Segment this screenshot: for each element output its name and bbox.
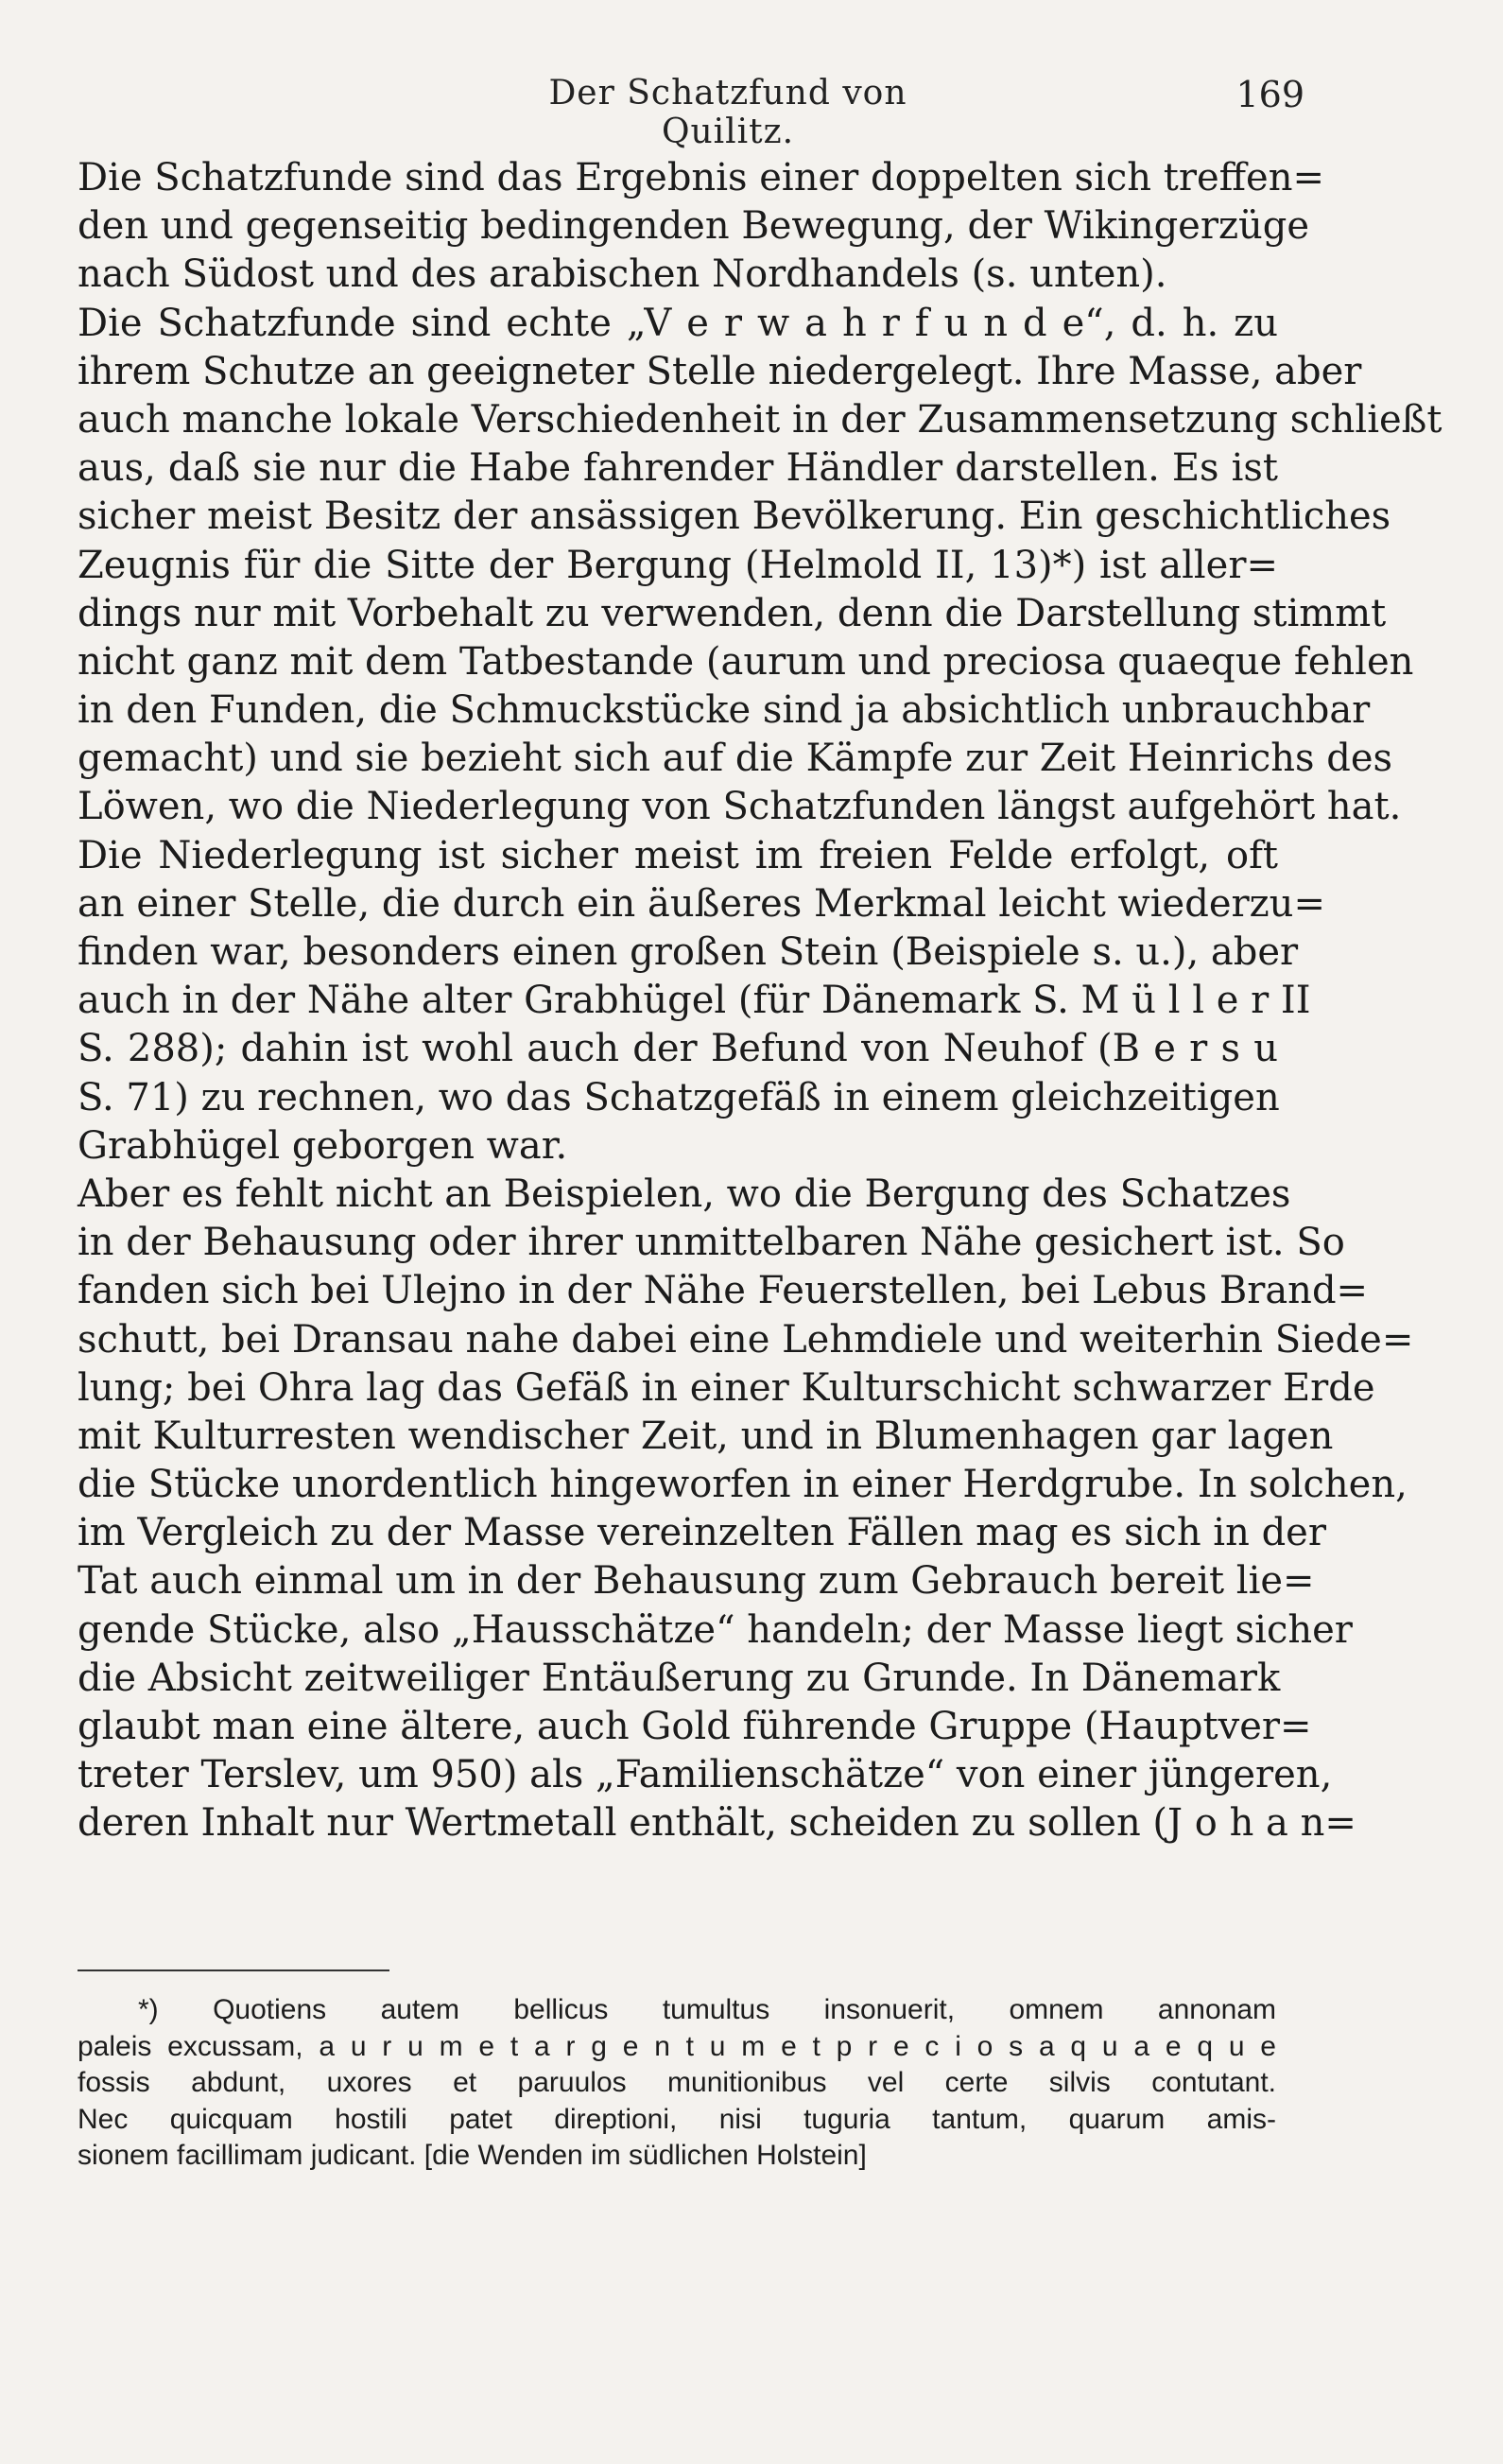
- text-line: S. 288); dahin ist wohl auch der Befund von Neuhof (B e r s u: [78, 1027, 1278, 1071]
- text-line: mit Kulturresten wendischer Zeit, und in Blumenhagen gar lagen: [78, 1414, 1334, 1458]
- text-line: Die Schatzfunde sind das Ergebnis einer doppelten sich treffen=: [78, 156, 1324, 200]
- text-line: Grabhügel geborgen war.: [78, 1123, 568, 1168]
- text-line: in der Behausung oder ihrer unmittelbaren Nähe gesichert ist. So: [78, 1221, 1345, 1265]
- page-number: 169: [1235, 74, 1304, 115]
- text-line: aus, daß sie nur die Habe fahrender Händler darstellen. Es ist: [78, 446, 1278, 491]
- text-line: Zeugnis für die Sitte der Bergung (Helmold II, 13)*) ist aller=: [78, 543, 1278, 587]
- text-line: in den Funden, die Schmuckstücke sind ja absichtlich unbrauchbar: [78, 688, 1371, 733]
- text-line: gemacht) und sie bezieht sich auf die Kämpfe zur Zeit Heinrichs des: [78, 737, 1393, 781]
- text-line: finden war, besonders einen großen Stein (Beispiele s. u.), aber: [78, 930, 1299, 974]
- text-line: dings nur mit Vorbehalt zu verwenden, denn die Darstellung stimmt: [78, 591, 1387, 635]
- text-line: fanden sich bei Ulejno in der Nähe Feuerstellen, bei Lebus Brand=: [78, 1269, 1369, 1313]
- text-line: Die Niederlegung ist sicher meist im freien Felde erfolgt, oft: [78, 833, 1278, 877]
- footnote-line: sionem facillimam judicant. [die Wenden im südlichen Holstein]: [78, 2140, 867, 2171]
- footnote: [78, 1992, 1276, 2175]
- text-line: Die Schatzfunde sind echte „V e r w a h r f u n d e“, d. h. zu: [78, 301, 1278, 345]
- text-line: lung; bei Ohra lag das Gefäß in einer Kulturschicht schwarzer Erde: [78, 1365, 1375, 1410]
- text-line: die Stücke unordentlich hingeworfen in einer Herdgrube. In solchen,: [78, 1463, 1408, 1507]
- text-line: gende Stücke, also „Hausschätze“ handeln; der Masse liegt sicher: [78, 1607, 1353, 1652]
- text-line: den und gegenseitig bedingenden Bewegung, der Wikingerzüge: [78, 204, 1310, 249]
- text-line: treter Terslev, um 950) als „Familienschätze“ von einer jüngeren,: [78, 1753, 1333, 1797]
- footnote-line: fossis abdunt, uxores et paruulos munitionibus vel certe silvis contutant.: [78, 2067, 1276, 2098]
- text-line: Löwen, wo die Niederlegung von Schatzfunden längst aufgehört hat.: [78, 785, 1402, 829]
- text-line: glaubt man eine ältere, auch Gold führende Gruppe (Hauptver=: [78, 1705, 1312, 1748]
- footnote-line: Nec quicquam hostili patet direptioni, nisi tuguria tantum, quarum amis-: [78, 2103, 1276, 2135]
- text-line: nach Südost und des arabischen Nordhandels (s. unten).: [78, 252, 1167, 297]
- text-line: schutt, bei Dransau nahe dabei eine Lehmdiele und weiterhin Siede=: [78, 1317, 1414, 1362]
- text-line: S. 71) zu rechnen, wo das Schatzgefäß in einem gleichzeitigen: [78, 1075, 1280, 1119]
- text-line: ihrem Schutze an geeigneter Stelle niedergelegt. Ihre Masse, aber: [78, 349, 1362, 393]
- text-line: an einer Stelle, die durch ein äußeres Merkmal leicht wiederzu=: [78, 881, 1325, 926]
- footnote-line: *) Quotiens autem bellicus tumultus insonuerit, omnem annonam: [138, 1994, 1276, 2025]
- text-line: deren Inhalt nur Wertmetall enthält, scheiden zu sollen (J o h a n=: [78, 1801, 1356, 1846]
- text-line: die Absicht zeitweiliger Entäußerung zu Grunde. In Dänemark: [78, 1656, 1281, 1700]
- text-line: sicher meist Besitz der ansässigen Bevölkerung. Ein geschichtliches: [78, 495, 1391, 539]
- text-line: nicht ganz mit dem Tatbestande (aurum und preciosa quaeque fehlen: [78, 639, 1414, 684]
- text-line: auch in der Nähe alter Grabhügel (für Dänemark S. M ü l l e r II: [78, 979, 1311, 1023]
- text-line: im Vergleich zu der Masse vereinzelten Fällen mag es sich in der: [78, 1511, 1326, 1555]
- text-line: Tat auch einmal um in der Behausung zum Gebrauch bereit lie=: [78, 1559, 1315, 1604]
- running-title: Der Schatzfund von Quilitz.: [548, 74, 907, 151]
- text-line: auch manche lokale Verschiedenheit in der Zusammensetzung schließt: [78, 397, 1443, 442]
- footnote-line: paleis excussam, a u r u m e t a r g e n t u m e t p r e c i o s a q u a e q u e: [78, 2030, 1276, 2062]
- footnote-divider: [78, 1969, 389, 1971]
- main-text: [78, 154, 1443, 1848]
- text-line: Aber es fehlt nicht an Beispielen, wo die Bergung des Schatzes: [78, 1171, 1291, 1216]
